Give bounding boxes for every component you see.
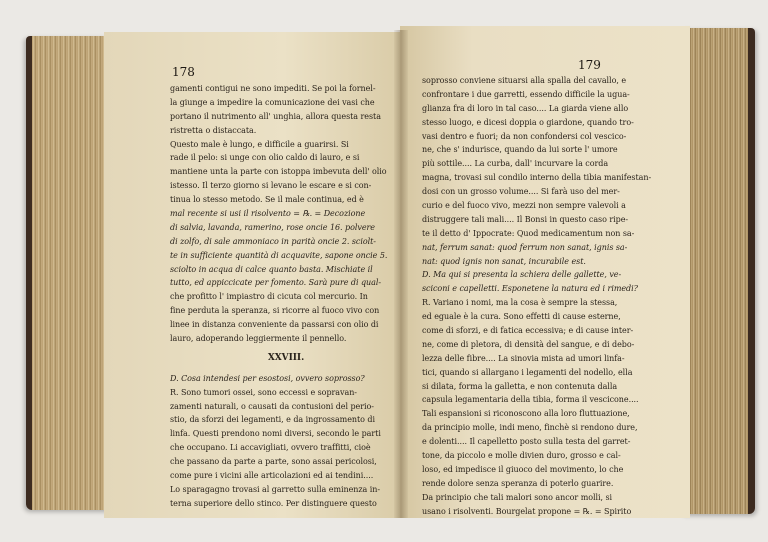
text-line: te in sufficiente quantità di acquavite, sapone oncie 5. bbox=[170, 250, 388, 260]
text-line: capsula legamentaria della tibia, forma il vescicone.... bbox=[422, 395, 639, 405]
text-line: stesso luogo, e dicesi doppia o giardone, quando tro- bbox=[422, 117, 634, 127]
text-line: fine perduta la speranza, si ricorre al fuoco vivo con bbox=[170, 306, 380, 316]
text-line: glianza fra di loro in tal caso.... La giarda viene allo bbox=[422, 103, 629, 113]
text-line: e dolenti.... Il capelletto posto sulla testa del garret- bbox=[422, 437, 631, 447]
text-line: linee in distanza conveniente da passarsi con olio di bbox=[170, 320, 379, 330]
text-line: mal recente si usi il risolvento = ℞. = Decozione bbox=[170, 209, 366, 219]
text-line: come di sforzi, e di fatica eccessiva; e di cause inter- bbox=[422, 326, 634, 336]
text-line: D. Ma qui si presenta la schiera delle gallette, ve- bbox=[422, 270, 622, 280]
right-page bbox=[400, 26, 690, 518]
text-line: che passano da parte a parte, sono assai pericolosi, bbox=[170, 457, 377, 467]
text-line: tutto, ed appiccicate per fomento. Sarà pure di qual- bbox=[170, 278, 382, 288]
text-line: ed eguale è la cura. Sono effetti di cause esterne, bbox=[422, 312, 621, 322]
left-page bbox=[104, 32, 404, 518]
text-line: D. Cosa intendesi per esostosi, ovvero soprosso? bbox=[170, 373, 365, 383]
text-line: portano il nutrimento all' unghia, allora questa resta bbox=[170, 111, 381, 121]
text-line: vasi dentro e fuori; da non confondersi col vescico- bbox=[422, 131, 627, 141]
text-line: tici, quando si allargano i legamenti del nodello, ella bbox=[422, 367, 633, 377]
text-line: usano i risolventi. Bourgelat propone = ℞. = Spirito bbox=[422, 506, 632, 516]
text-line: Da principio che tali malori sono ancor molli, si bbox=[422, 492, 613, 502]
text-line: terna superiore dello stinco. Per distinguere questo bbox=[170, 498, 377, 508]
text-line: dosi con un grosso volume.... Si farà uso del mer- bbox=[422, 187, 620, 197]
text-line: Lo sparagagno trovasi al garretto sulla eminenza in- bbox=[170, 484, 381, 494]
text-line: Questo male è lungo, e difficile a guarirsi. Si bbox=[170, 139, 349, 149]
text-line: Tali espansioni si riconoscono alla loro fluttuazione, bbox=[422, 409, 630, 419]
book-gutter bbox=[394, 30, 408, 518]
text-line: zamenti naturali, o causati da contusioni del perio- bbox=[170, 401, 374, 411]
text-line: soprosso conviene situarsi alla spalla del cavallo, e bbox=[422, 76, 627, 85]
text-line: stio, da sforzi dei legamenti, e da ingrossamento di bbox=[170, 415, 376, 425]
text-line: curio e del fuoco vivo, mezzi non sempre valevoli a bbox=[422, 201, 626, 211]
text-line: che occupano. Li accavigliati, ovvero traffitti, cioè bbox=[170, 443, 371, 453]
left-page-edges bbox=[26, 36, 116, 510]
text-line: distruggere tali mali.... Il Bonsi in questo caso ripe- bbox=[422, 214, 629, 224]
text-line: ne, come di pletora, di densità del sangue, e di debo- bbox=[422, 339, 635, 349]
text-line: più sottile.... La curba, dall' incurvare la corda bbox=[422, 159, 609, 169]
text-line: ne, che s' indurisce, quando da lui sorte l' umore bbox=[422, 145, 618, 155]
text-line: magna, trovasi sul condilo interno della tibia manifestan- bbox=[422, 173, 652, 183]
text-line: lezza delle fibre.... La sinovia mista ad umori linfa- bbox=[422, 353, 625, 363]
text-line: mantiene unta la parte con istoppa imbevuta dell' olio bbox=[170, 167, 387, 177]
page-number: 179 bbox=[578, 58, 601, 72]
text-line: lauro, adoperando leggiermente il pennello. bbox=[170, 334, 347, 344]
section-heading: XXVIII. bbox=[267, 352, 305, 363]
text-line: loso, ed impedisce il giuoco del movimento, lo che bbox=[422, 464, 624, 474]
right-page-edges bbox=[682, 28, 755, 514]
text-line: si dilata, forma la galletta, e non contenuta dalla bbox=[422, 381, 618, 391]
left-page-text bbox=[170, 82, 402, 511]
text-line: gamenti contigui ne sono impediti. Se poi la fornel- bbox=[170, 84, 376, 93]
page-number: 178 bbox=[172, 65, 195, 79]
text-line: sciconi e capelletti. Esponetene la natura ed i rimedi? bbox=[422, 284, 638, 294]
text-line: rade il pelo: si unge con olio caldo di lauro, e si bbox=[170, 153, 360, 163]
text-line: nat: quod ignis non sanat, incurabile est. bbox=[422, 256, 586, 266]
text-line: te il detto d' Ippocrate: Quod medicamentum non sa- bbox=[422, 228, 635, 238]
text-line: come pure i vicini alle articolazioni ed ai tendini.... bbox=[170, 471, 374, 481]
text-line: di zolfo, di sale ammoniaco in parità oncie 2. sciolt- bbox=[170, 236, 376, 246]
text-line: R. Variano i nomi, ma la cosa è sempre la stessa, bbox=[422, 298, 618, 308]
text-line: che profitto l' impiastro di cicuta col mercurio. In bbox=[170, 292, 368, 302]
text-line: nat, ferrum sanat: quod ferrum non sanat, ignis sa- bbox=[422, 242, 628, 252]
text-line: da principio molle, indi meno, finchè si rendono dure, bbox=[422, 423, 638, 433]
text-line: linfa. Questi prendono nomi diversi, secondo le parti bbox=[170, 429, 381, 439]
text-line: sciolto in acqua di calce quanto basta. Mischiate il bbox=[170, 264, 373, 274]
text-line: tone, da piccolo e molle divien duro, grosso e cal- bbox=[422, 451, 621, 461]
text-line: la giunge a impedire la comunicazione dei vasi che bbox=[170, 97, 375, 107]
text-line: ristretta o distaccata. bbox=[170, 125, 257, 135]
text-line: rende dolore senza speranza di poterlo guarire. bbox=[422, 478, 614, 488]
right-page-text bbox=[422, 74, 662, 519]
text-line: confrontare i due garretti, essendo difficile la ugua- bbox=[422, 89, 630, 99]
text-line: tinua lo stesso metodo. Se il male continua, ed è bbox=[170, 195, 364, 205]
text-line: R. Sono tumori ossei, sono eccessi e sopravan- bbox=[170, 387, 357, 397]
text-line: di salvia, lavanda, ramerino, rose oncie 16. polvere bbox=[170, 222, 375, 232]
text-line: istesso. Il terzo giorno si levano le escare e si con- bbox=[170, 181, 372, 191]
